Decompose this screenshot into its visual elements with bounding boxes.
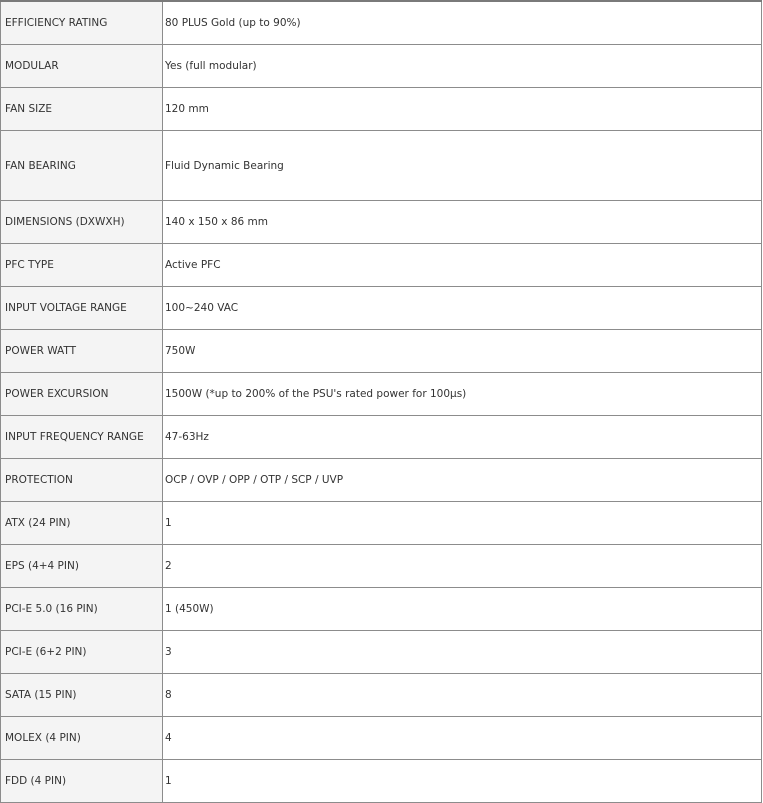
spec-value: Fluid Dynamic Bearing [163, 131, 762, 201]
spec-label: PFC TYPE [1, 244, 163, 287]
spec-value: Active PFC [163, 244, 762, 287]
table-row [1, 416, 762, 459]
table-row [1, 760, 762, 803]
spec-label: FAN SIZE [1, 88, 163, 131]
spec-value: 47-63Hz [163, 416, 762, 459]
table-row [1, 287, 762, 330]
spec-value: 1 (450W) [163, 588, 762, 631]
table-row [1, 502, 762, 545]
table-row [1, 373, 762, 416]
table-row [1, 717, 762, 760]
spec-label: PROTECTION [1, 459, 163, 502]
table-row [1, 45, 762, 88]
table-row [1, 201, 762, 244]
table-row [1, 330, 762, 373]
spec-value: 1 [163, 502, 762, 545]
spec-value: 100~240 VAC [163, 287, 762, 330]
spec-value: 2 [163, 545, 762, 588]
table-row [1, 588, 762, 631]
table-row [1, 88, 762, 131]
spec-label: POWER WATT [1, 330, 163, 373]
spec-value: 120 mm [163, 88, 762, 131]
spec-value: 3 [163, 631, 762, 674]
spec-value: 1 [163, 760, 762, 803]
spec-value: 1500W (*up to 200% of the PSU's rated power for 100µs) [163, 373, 762, 416]
table-row [1, 1, 762, 45]
spec-label: EPS (4+4 PIN) [1, 545, 163, 588]
spec-label: FAN BEARING [1, 131, 163, 201]
spec-value: 8 [163, 674, 762, 717]
table-row [1, 545, 762, 588]
spec-label: DIMENSIONS (DXWXH) [1, 201, 163, 244]
spec-label: INPUT VOLTAGE RANGE [1, 287, 163, 330]
spec-value: 80 PLUS Gold (up to 90%) [163, 1, 762, 45]
table-row [1, 244, 762, 287]
spec-label: PCI-E 5.0 (16 PIN) [1, 588, 163, 631]
spec-label: FDD (4 PIN) [1, 760, 163, 803]
table-row [1, 631, 762, 674]
spec-label: PCI-E (6+2 PIN) [1, 631, 163, 674]
spec-label: ATX (24 PIN) [1, 502, 163, 545]
table-row [1, 674, 762, 717]
table-row [1, 459, 762, 502]
spec-label: POWER EXCURSION [1, 373, 163, 416]
spec-value: Yes (full modular) [163, 45, 762, 88]
spec-value: 140 x 150 x 86 mm [163, 201, 762, 244]
spec-label: MODULAR [1, 45, 163, 88]
spec-label: MOLEX (4 PIN) [1, 717, 163, 760]
spec-value: OCP / OVP / OPP / OTP / SCP / UVP [163, 459, 762, 502]
spec-value: 750W [163, 330, 762, 373]
spec-label: SATA (15 PIN) [1, 674, 163, 717]
spec-value: 4 [163, 717, 762, 760]
table-row [1, 131, 762, 201]
spec-label: EFFICIENCY RATING [1, 1, 163, 45]
spec-label: INPUT FREQUENCY RANGE [1, 416, 163, 459]
